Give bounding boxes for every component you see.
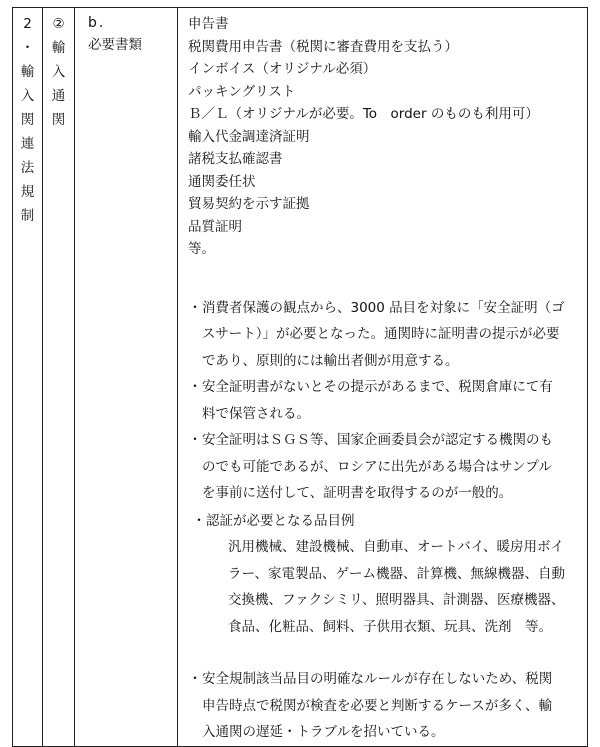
subsection-char: 入 (51, 64, 66, 80)
required-documents-list (188, 13, 579, 261)
section-cell (13, 8, 43, 747)
section-char: 制 (20, 208, 35, 224)
subsection-title-vertical (43, 8, 74, 132)
bullet-mark: ・ (188, 671, 202, 687)
note-item (188, 374, 579, 427)
subsection-cell (43, 8, 75, 747)
list-item: インボイス（オリジナル必須） (188, 61, 377, 77)
section-char: 輸 (20, 64, 35, 80)
note-text: 安全証明はＳＧＳ等、国家企画委員会が認定する機関のも のでも可能であるが、ロシアに出先がある場合はサンプル を事前に送付して、証明書を取得するのが一般的。 (202, 432, 553, 501)
bullet-mark: ・ (192, 512, 206, 529)
section-char: 2 (23, 16, 32, 32)
category-cell (75, 8, 178, 747)
section-char: 連 (20, 136, 35, 152)
note-item (188, 295, 579, 375)
section-char: 関 (20, 112, 35, 128)
note-item (188, 427, 579, 507)
bullet-mark: ・ (188, 379, 202, 395)
content-cell (178, 8, 588, 747)
list-item: 輸入代金調達済証明 (188, 128, 310, 145)
regulation-table (12, 7, 588, 747)
section-title-vertical (13, 8, 42, 228)
certification-heading-text: 認証が必要となる品目例 (206, 512, 355, 529)
category-marker: b. (88, 15, 106, 31)
list-item: 税関費用申告書（税関に審査費用を支払う） (188, 38, 458, 55)
table-row (13, 8, 588, 747)
section-char: 法 (20, 160, 35, 176)
list-item: 品質証明 (188, 218, 242, 235)
list-item: 諸税支払確認書 (188, 151, 283, 167)
notes-section (188, 295, 579, 746)
subsection-char: ② (52, 16, 65, 32)
note-text: 安全証明書がないとその提示があるまで、税関倉庫にて有 料で保管される。 (202, 379, 553, 422)
section-char: 規 (20, 184, 35, 200)
subsection-char: 関 (51, 112, 66, 128)
list-item: 申告書 (188, 16, 229, 32)
list-item: Ｂ／Ｌ（オリジナルが必要。To order のものも利用可） (188, 106, 539, 122)
subsection-char: 通 (51, 88, 66, 104)
subsection-char: 輸 (51, 40, 66, 56)
certification-heading (192, 508, 579, 535)
section-char: ・ (20, 40, 35, 56)
list-item: パッキングリスト (188, 83, 296, 100)
bullet-mark: ・ (188, 299, 202, 316)
section-char: 入 (20, 88, 35, 104)
category-label: 必要書類 (88, 37, 142, 53)
list-item: 等。 (188, 241, 215, 257)
bullet-mark: ・ (188, 432, 202, 448)
note-text: 安全規制該当品目の明確なルールが存在しないため、税関 申告時点で税関が検査を必要と判断するケースが多く、輸 入通関の遅延・トラブルを招いている。 (202, 671, 553, 740)
note-item (188, 666, 579, 746)
certification-items: 汎用機械、建設機械、自動車、オートバイ、暖房用ボイ ラー、家電製品、ゲーム機器、計算機、無線機器、自動 交換機、ファクシミリ、照明器具、計測器、医療機器、 食品、化粧品、飼料、子供用衣類、玩具、洗剤 等。 (228, 539, 565, 635)
list-item: 貿易契約を示す証拠 (188, 196, 310, 212)
note-text: 消費者保護の観点から、3000 品目を対象に「安全証明（ゴ スサート）」が必要となった。通関時に証明書の提示が必要 であり、原則的には輸出者側が用意する。 (202, 299, 565, 369)
list-item: 通関委任状 (188, 173, 256, 190)
